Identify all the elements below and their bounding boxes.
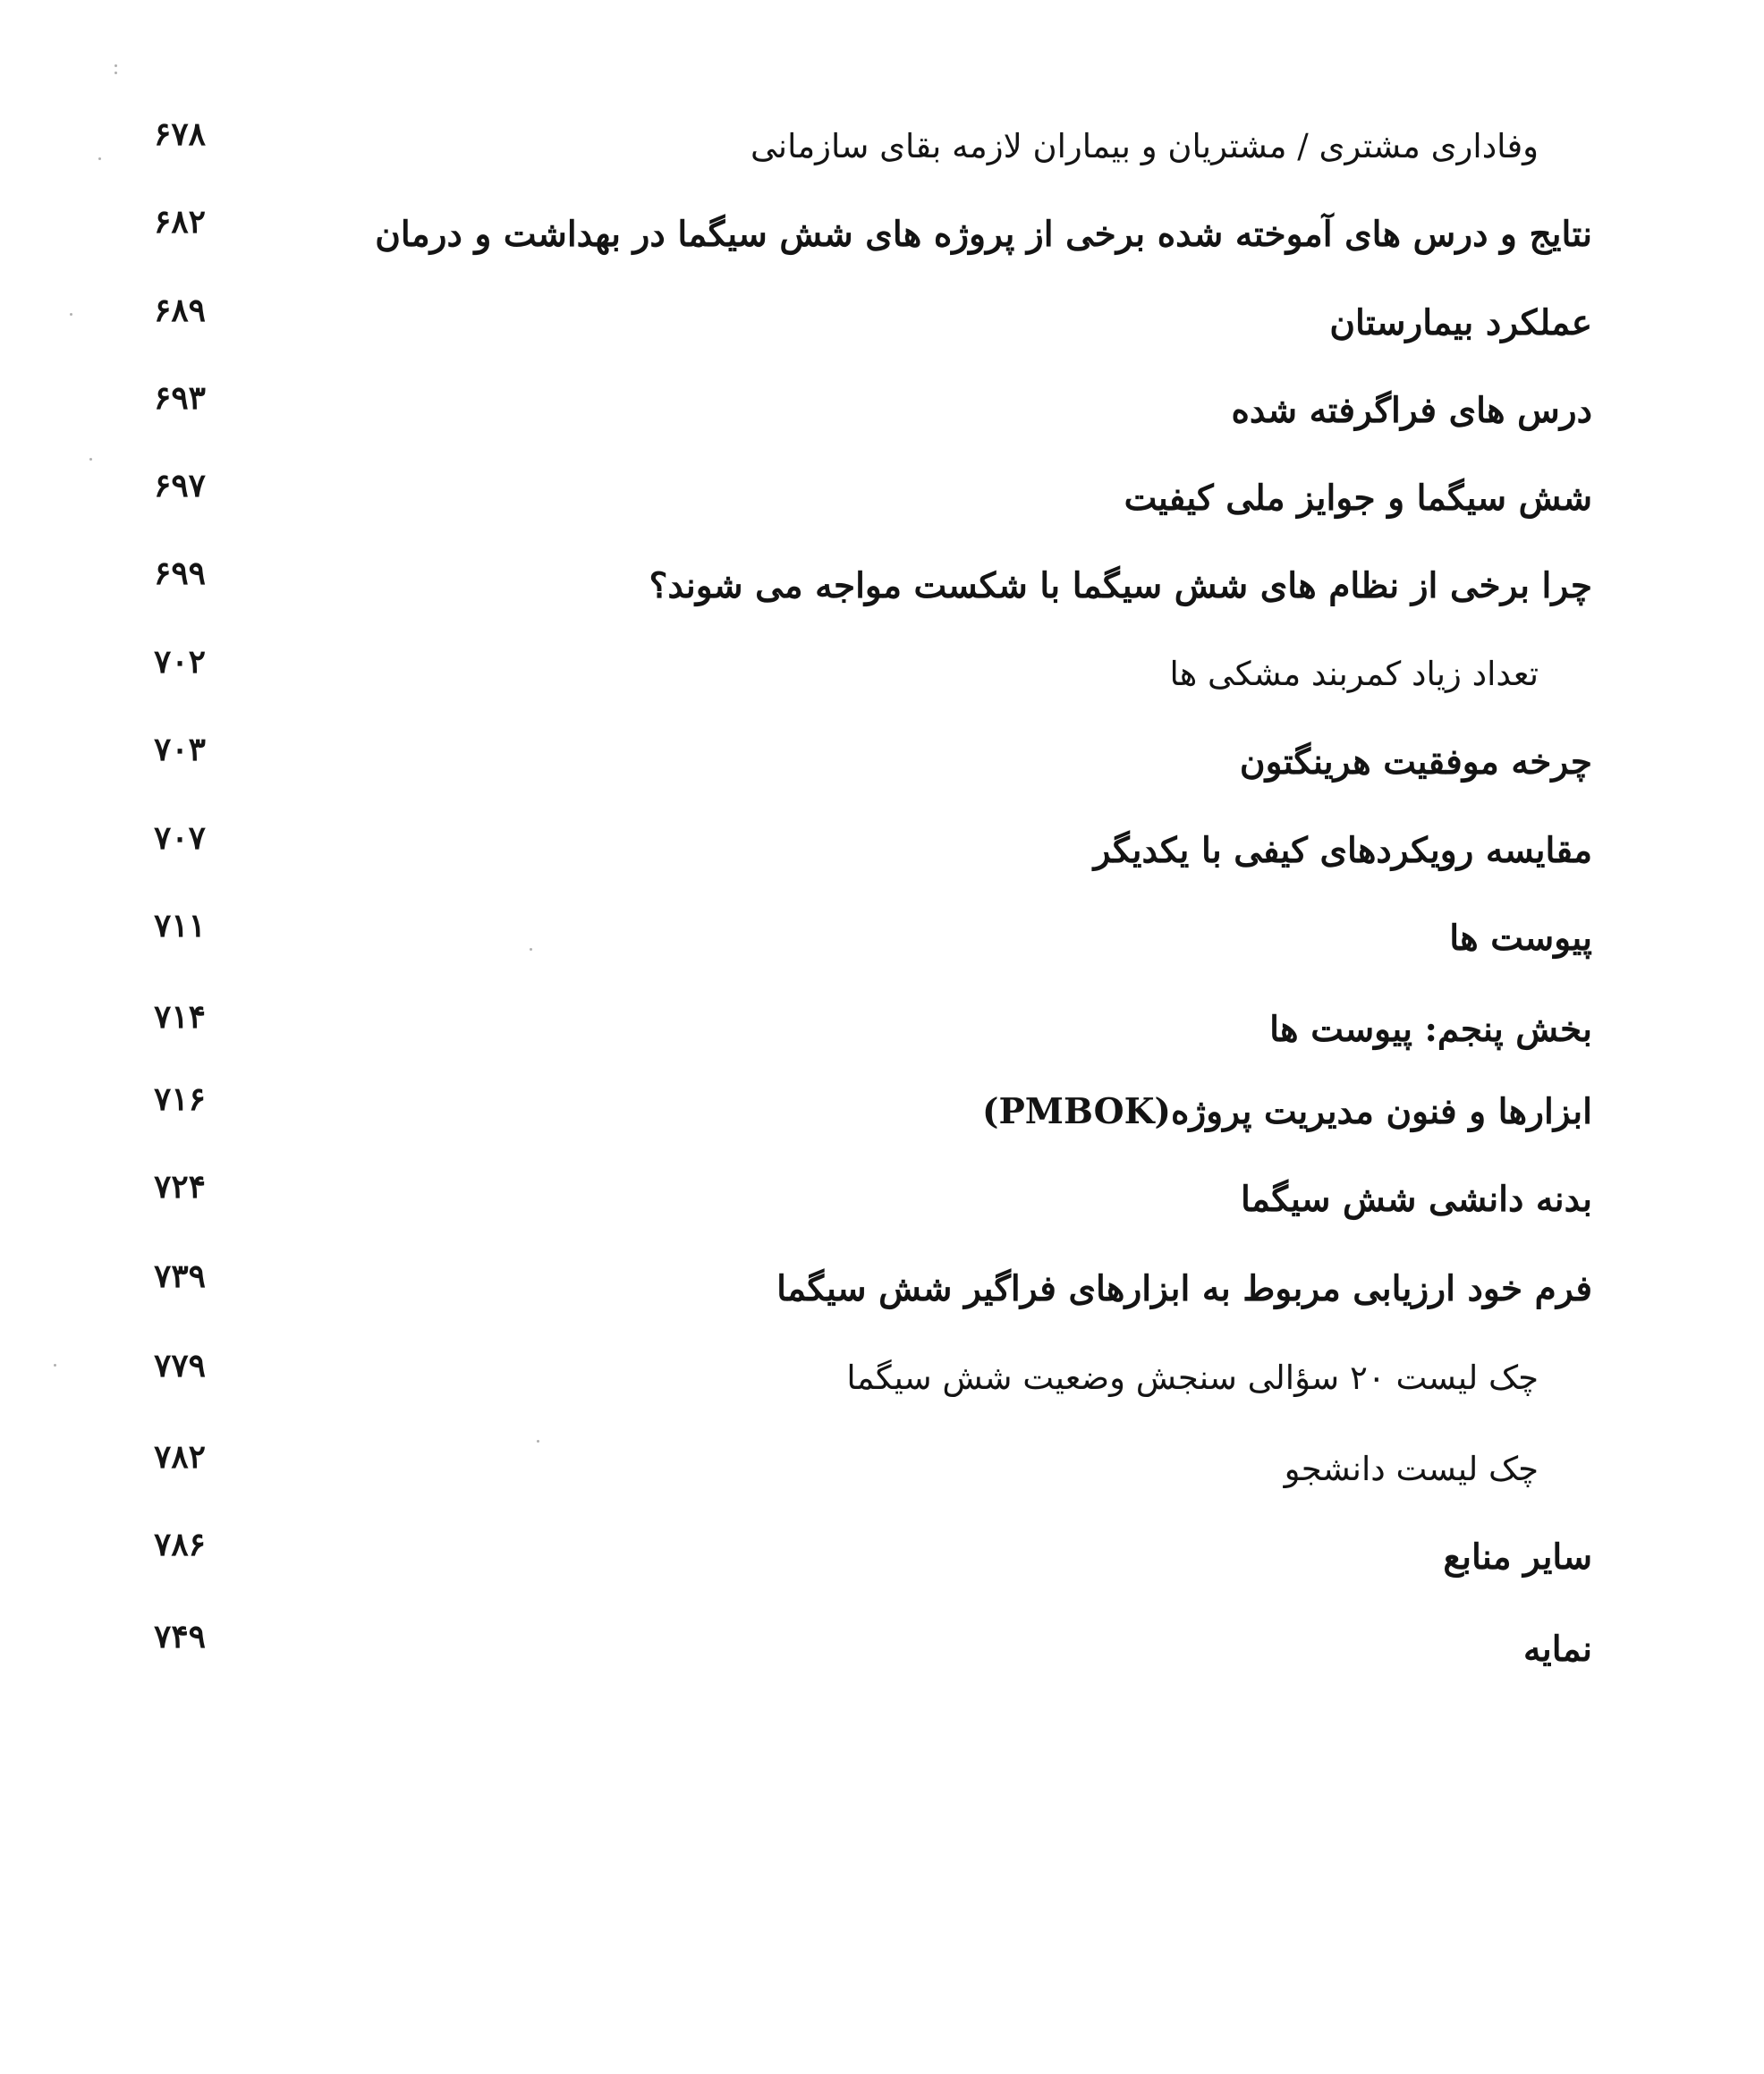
toc-entry-page-number: ۷۰۷ <box>154 819 207 857</box>
scan-speck <box>89 458 92 461</box>
toc-entry <box>134 731 1592 801</box>
toc-entry-page-number: ۷۰۲ <box>154 643 207 681</box>
toc-entry-page-number: ۶۷۸ <box>154 115 207 153</box>
scan-speck <box>98 157 101 160</box>
toc-entry-title: تعداد زیاد کمربند مشکی ها <box>1169 655 1539 693</box>
toc-entry-page-number: ۶۸۲ <box>154 203 207 241</box>
toc-entry-page-number: ۷۴۹ <box>154 1618 207 1655</box>
toc-entry <box>134 1618 1592 1689</box>
toc-entry-page-number: ۶۹۹ <box>154 554 207 592</box>
toc-entry-page-number: ۷۱۴ <box>154 998 207 1036</box>
toc-entry-page-number: ۶۹۷ <box>154 467 207 504</box>
toc-entry <box>134 643 1592 714</box>
scan-speck <box>537 1440 539 1443</box>
scan-speck <box>70 313 72 316</box>
toc-entry <box>134 1080 1592 1151</box>
toc-entry-title: مقایسه رویکردهای کیفی با یکدیگر <box>1093 830 1592 871</box>
toc-entry-title: نتایج و درس های آموخته شده برخی از پروژه های شش سیگما در بهداشت و درمان <box>375 214 1592 255</box>
toc-entry <box>134 1347 1592 1418</box>
toc-entry <box>134 907 1592 978</box>
toc-entry <box>134 379 1592 450</box>
toc-entry-title: شش سیگما و جوایز ملی کیفیت <box>1124 478 1592 519</box>
scan-speck <box>530 948 532 951</box>
toc-entry <box>134 115 1592 186</box>
toc-entry-title: پیوست ها <box>1449 918 1592 959</box>
toc-entry-title: چک لیست دانشجو <box>1284 1450 1539 1488</box>
toc-entry-title: وفاداری مشتری / مشتریان و بیماران لازمه بقای سازمانی <box>750 127 1539 165</box>
toc-entry <box>134 467 1592 538</box>
toc-entry-title: درس های فراگرفته شده <box>1231 390 1592 431</box>
toc-entry-title: چرخه موفقیت هرینگتون <box>1239 741 1592 783</box>
toc-entry-page-number: ۷۸۶ <box>154 1526 207 1563</box>
toc-entry-page-number: ۷۰۳ <box>154 731 207 768</box>
toc-entry <box>134 819 1592 890</box>
toc-entry <box>134 1168 1592 1239</box>
toc-entry-title: فرم خود ارزیابی مربوط به ابزارهای فراگیر شش سیگما <box>776 1268 1592 1309</box>
toc-entry-title: بدنه دانشی شش سیگما <box>1241 1179 1592 1220</box>
toc-entry-page-number: ۷۱۱ <box>154 907 207 944</box>
scan-speck <box>114 72 117 74</box>
toc-entry-page-number: ۶۹۳ <box>154 379 207 417</box>
toc-entry-page-number: ۷۲۴ <box>154 1168 207 1206</box>
toc-entry <box>134 203 1592 274</box>
toc-entry-title: چک لیست ۲۰ سؤالی سنجش وضعیت شش سیگما <box>846 1359 1539 1397</box>
toc-entry-title: بخش پنجم: پیوست ها <box>1269 1009 1592 1050</box>
toc-entry-title: چرا برخی از نظام های شش سیگما با شکست مواجه می شوند؟ <box>649 565 1592 606</box>
toc-entry-page-number: ۷۷۹ <box>154 1347 207 1384</box>
toc-entry-page-number: ۷۱۶ <box>154 1080 207 1118</box>
toc-entry <box>134 1257 1592 1328</box>
scan-speck <box>54 1364 56 1367</box>
toc-entry-page-number: ۷۸۲ <box>154 1438 207 1476</box>
toc-entry <box>134 1438 1592 1509</box>
toc-entry-page-number: ۷۳۹ <box>154 1257 207 1295</box>
toc-entry <box>134 292 1592 362</box>
toc-entry-title: ابزارها و فنون مدیریت پروژه(PMBOK) <box>982 1091 1592 1132</box>
scan-speck <box>114 64 117 67</box>
toc-entry <box>134 554 1592 625</box>
toc-entry <box>134 1526 1592 1596</box>
toc-entry-title: عملکرد بیمارستان <box>1329 302 1592 343</box>
toc-entry-page-number: ۶۸۹ <box>154 292 207 329</box>
toc-entry-title: نمایه <box>1522 1629 1592 1670</box>
toc-entry-title: سایر منابع <box>1443 1536 1592 1578</box>
toc-entry <box>134 998 1592 1069</box>
